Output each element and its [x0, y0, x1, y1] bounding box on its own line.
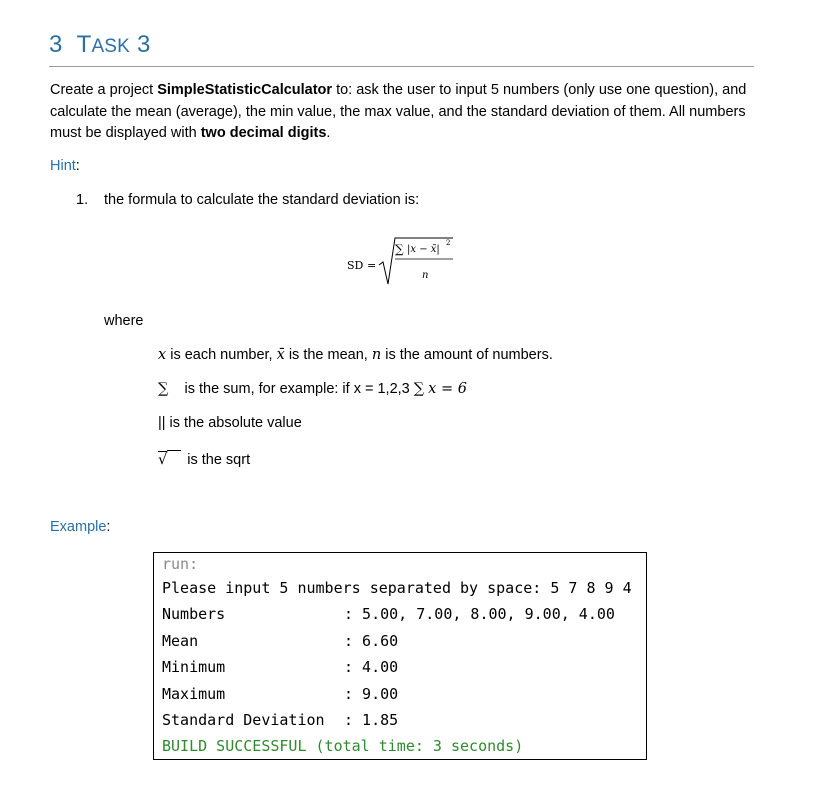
- console-prompt-line: Please input 5 numbers separated by space: 5 7 8 9 4: [162, 579, 632, 597]
- section-title-rest: ASK: [91, 36, 131, 57]
- console-row: [162, 707, 646, 733]
- intro-text-1: Create a project: [50, 82, 158, 98]
- list-number: 1.: [76, 192, 89, 208]
- hint-label: [50, 158, 80, 174]
- var-n: n: [371, 347, 382, 363]
- row-value: : 5.00, 7.00, 8.00, 9.00, 4.00: [344, 605, 615, 624]
- example-word: Example: [50, 519, 107, 535]
- example-colon: :: [106, 519, 111, 535]
- sum-example-expr: x = 6: [428, 381, 467, 397]
- row-value: : 1.85: [344, 710, 399, 729]
- section-title-initial: T: [76, 31, 92, 58]
- row-value: : 6.60: [344, 631, 399, 650]
- sum-example-icon: ∑: [413, 381, 425, 397]
- section-number: 3: [49, 31, 63, 58]
- hint-word: Hint: [50, 158, 76, 174]
- console-row: [162, 601, 646, 627]
- definition-abs: || is the absolute value: [158, 415, 302, 431]
- console-output: [153, 552, 647, 760]
- def1-text-1: is each number,: [166, 347, 277, 363]
- console-run-line: run:: [162, 555, 199, 573]
- formula-lhs: SD: [347, 259, 364, 272]
- example-label: [50, 519, 110, 535]
- definition-sqrt: [158, 450, 250, 468]
- sd-formula: [345, 232, 475, 292]
- console-status-line: BUILD SUCCESSFUL (total time: 3 seconds): [162, 737, 524, 756]
- intro-text-2: to: ask the user to input 5 numbers (only use one question), and calculate the mean (average), the min value, the max value, and the standard deviation of them. All numbers must be displayed with: [50, 82, 747, 141]
- definition-variables: [158, 347, 553, 363]
- console-row: [162, 628, 646, 654]
- def2-text: is the sum, for example: if x = 1,2,3: [184, 381, 414, 397]
- definition-sum: [158, 381, 467, 397]
- def4-text: is the sqrt: [187, 452, 251, 468]
- row-value: : 4.00: [344, 658, 399, 677]
- row-label: Minimum: [162, 658, 226, 677]
- where-label: where: [104, 313, 144, 329]
- formula-equals: =: [367, 259, 377, 272]
- intro-text-3: .: [326, 125, 331, 141]
- formula-sum: ∑: [395, 242, 404, 256]
- var-x: x: [158, 347, 167, 363]
- row-label: Maximum: [162, 684, 226, 703]
- sqrt-bar: [167, 450, 181, 451]
- console-row: [162, 681, 646, 707]
- row-label: Numbers: [162, 605, 226, 624]
- var-xbar: x̄: [276, 347, 285, 363]
- heading-divider: [49, 66, 754, 67]
- formula-numerator: |x − x̄|: [407, 244, 440, 255]
- section-heading: [49, 31, 151, 59]
- task-description: [50, 80, 758, 145]
- formula-denominator: n: [422, 270, 429, 281]
- list-text: the formula to calculate the standard deviation is:: [104, 192, 420, 208]
- decimal-requirement: two decimal digits: [200, 125, 327, 141]
- def1-text-2: is the mean,: [284, 347, 372, 363]
- list-item: [76, 192, 419, 208]
- row-label: Mean: [162, 631, 199, 650]
- section-title-number: 3: [136, 31, 151, 58]
- project-name: SimpleStatisticCalculator: [157, 82, 333, 98]
- sqrt-icon: √: [158, 452, 168, 468]
- console-row: [162, 654, 646, 680]
- row-label: Standard Deviation: [162, 710, 325, 729]
- row-value: : 9.00: [344, 684, 399, 703]
- hint-colon: :: [75, 158, 80, 174]
- def1-text-3: is the amount of numbers.: [381, 347, 553, 363]
- sum-icon: ∑: [158, 381, 169, 397]
- formula-exponent: 2: [446, 239, 451, 247]
